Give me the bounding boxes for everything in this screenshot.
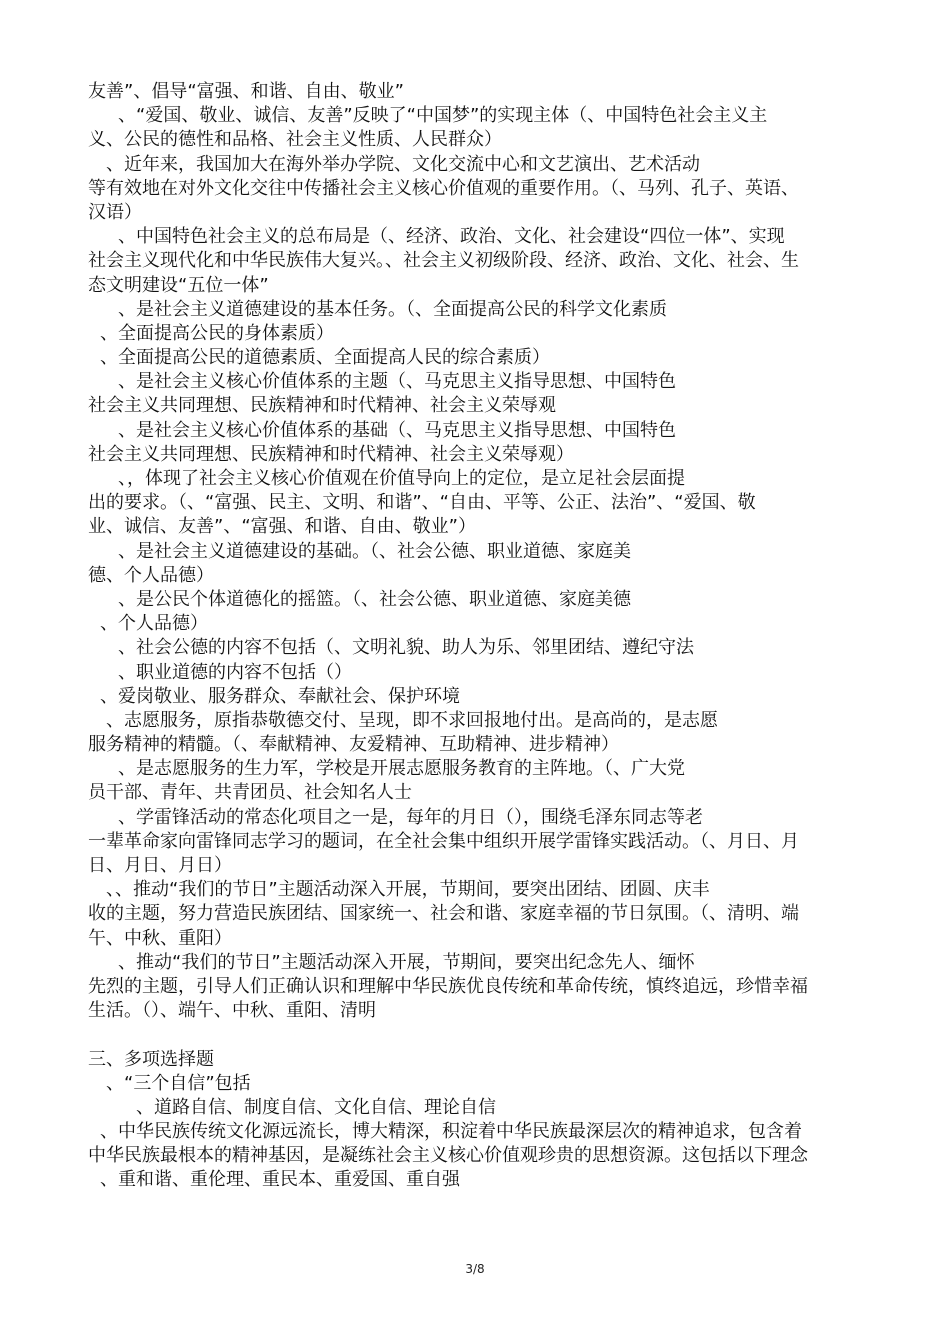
- document-body: [0, 80, 950, 1193]
- text-line: 收的主题，努力营造民族团结、国家统一、社会和谐、家庭幸福的节日氛围。（、清明、端: [88, 903, 799, 925]
- text-line: 日、月日、月日）: [88, 855, 232, 876]
- text-line: 、重和谐、重伦理、重民本、重爱国、重自强: [100, 1169, 460, 1191]
- text-line: 、中华民族传统文化源远流长，博大精深，积淀着中华民族最深层次的精神追求，包含着: [100, 1121, 802, 1143]
- page-number: 3/8: [465, 1262, 485, 1276]
- text-line: 、，体现了社会主义核心价值观在价值导向上的定位，是立足社会层面提: [118, 468, 685, 489]
- text-line: 、“三个自信”包括: [106, 1072, 251, 1094]
- text-line: 生活。（）、端午、中秋、重阳、清明: [88, 1000, 376, 1022]
- text-line: 一辈革命家向雷锋同志学习的题词，在全社会集中组织开展学雷锋实践活动。（、月日、月: [88, 830, 799, 852]
- text-line: 午、中秋、重阳）: [88, 927, 232, 949]
- text-line: 、爱岗敬业、服务群众、奉献社会、保护环境: [100, 685, 460, 707]
- text-line: 态文明建设“五位一体”: [88, 274, 269, 296]
- text-line: 、全面提高公民的身体素质）: [100, 322, 334, 344]
- text-line: 业、诚信、友善”、“富强、和谐、自由、敬业”）: [88, 516, 476, 538]
- text-line: 、全面提高公民的道德素质、全面提高人民的综合素质）: [100, 347, 550, 369]
- text-line: 汉语）: [88, 201, 142, 223]
- text-line: 、是社会主义道德建设的基本任务。（、全面提高公民的科学文化素质: [118, 298, 667, 320]
- text-line: 中华民族最根本的精神基因，是凝练社会主义核心价值观珍贵的思想资源。这包括以下理念: [88, 1145, 808, 1167]
- text-line: 、学雷锋活动的常态化项目之一是，每年的月日（），围绕毛泽东同志等老: [118, 806, 703, 828]
- blank-line: [0, 1023, 950, 1047]
- text-line: 友善”、倡导“富强、和谐、自由、敬业”: [88, 81, 404, 102]
- text-line: 、职业道德的内容不包括（）: [118, 661, 352, 683]
- text-line: 、是公民个体道德化的摇篮。（、社会公德、职业道德、家庭美德: [118, 588, 631, 610]
- text-line: 社会主义共同理想、民族精神和时代精神、社会主义荣辱观: [88, 395, 556, 417]
- text-line: 员干部、青年、共青团员、社会知名人士: [88, 782, 412, 804]
- text-line: 、推动“我们的节日”主题活动深入开展，节期间，要突出纪念先人、缅怀: [118, 951, 695, 973]
- text-line: 、道路自信、制度自信、文化自信、理论自信: [136, 1096, 496, 1118]
- text-line: 、是社会主义道德建设的基础。（、社会公德、职业道德、家庭美: [118, 540, 631, 562]
- text-line: 、个人品德）: [100, 613, 208, 635]
- text-line: 、志愿服务，原指恭敬德交付、呈现，即不求回报地付出。是高尚的，是志愿: [106, 709, 718, 731]
- text-line: 等有效地在对外文化交往中传播社会主义核心价值观的重要作用。（、马列、孔子、英语、: [88, 177, 799, 199]
- text-line: 、“爱国、敬业、诚信、友善”反映了“中国梦”的实现主体（、中国特色社会主义主: [118, 105, 768, 127]
- text-line: 义、公民的德性和品格、社会主义性质、人民群众）: [88, 129, 502, 151]
- text-line: 德、个人品德）: [88, 564, 214, 586]
- text-line: 、中国特色社会主义的总布局是（、经济、政治、文化、社会建设“四位一体”、实现: [118, 226, 785, 248]
- text-line: 社会主义共同理想、民族精神和时代精神、社会主义荣辱观）: [88, 443, 574, 465]
- text-line: 社会主义现代化和中华民族伟大复兴。、社会主义初级阶段、经济、政治、文化、社会、生: [88, 250, 799, 272]
- text-line: 、、推动“我们的节日”主题活动深入开展，节期间，要突出团结、团圆、庆丰: [106, 879, 710, 901]
- text-line: 服务精神的精髓。（、奉献精神、友爱精神、互助精神、进步精神）: [88, 734, 619, 756]
- text-line: 、近年来，我国加大在海外举办学院、文化交流中心和文艺演出、艺术活动: [106, 153, 700, 175]
- text-line: 、是社会主义核心价值体系的基础（、马克思主义指导思想、中国特色: [118, 419, 676, 441]
- text-line: 、社会公德的内容不包括（、文明礼貌、助人为乐、邻里团结、遵纪守法: [118, 637, 694, 659]
- text-line: 三、多项选择题: [88, 1048, 214, 1070]
- text-line: 、是社会主义核心价值体系的主题（、马克思主义指导思想、中国特色: [118, 371, 676, 393]
- text-line: 出的要求。（、“富强、民主、文明、和谐”、“自由、平等、公正、法治”、“爱国、敬: [88, 492, 756, 514]
- text-line: 先烈的主题，引导人们正确认识和理解中华民族优良传统和革命传统，慎终追远，珍惜幸福: [88, 975, 808, 997]
- text-line: 、是志愿服务的生力军，学校是开展志愿服务教育的主阵地。（、广大党: [118, 758, 685, 780]
